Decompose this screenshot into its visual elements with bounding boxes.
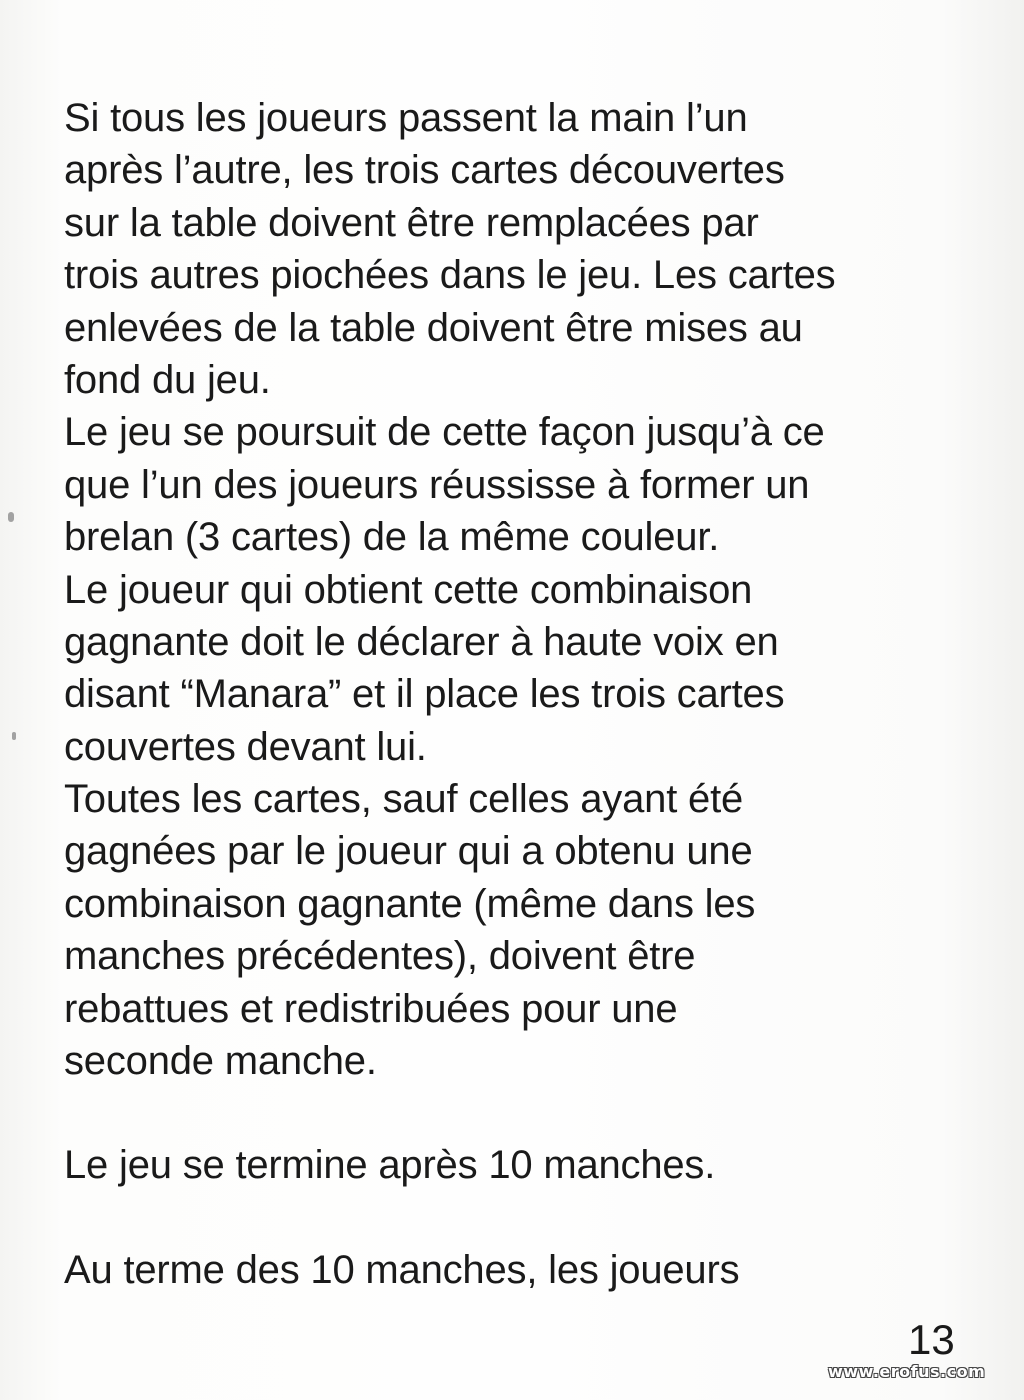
paragraph-gap — [64, 1087, 964, 1139]
text-line: fond du jeu. — [64, 357, 271, 402]
text-line: couvertes devant lui. — [64, 724, 427, 769]
text-line: que l’un des joueurs réussisse à former un — [64, 462, 810, 507]
body-text — [64, 92, 964, 1296]
text-line: après l’autre, les trois cartes découvertes — [64, 148, 785, 193]
text-line: enlevées de la table doivent être mises au — [64, 305, 803, 350]
text-line: rebattues et redistribuées pour une — [64, 986, 678, 1031]
text-line: Si tous les joueurs passent la main l’un — [64, 96, 748, 140]
text-line: Toutes les cartes, sauf celles ayant été — [64, 777, 744, 822]
scan-speck — [8, 512, 14, 522]
text-line: Au terme des 10 manches, les joueurs — [64, 1247, 740, 1292]
text-line: sur la table doivent être remplacées par — [64, 200, 759, 245]
text-line: trois autres piochées dans le jeu. Les cartes — [64, 253, 836, 298]
text-line: gagnante doit le déclarer à haute voix en — [64, 619, 779, 664]
text-line: manches précédentes), doivent être — [64, 934, 696, 979]
text-line: disant “Manara” et il place les trois cartes — [64, 672, 785, 717]
watermark: www.erofus.com — [828, 1362, 986, 1381]
text-line: gagnées par le joueur qui a obtenu une — [64, 829, 753, 874]
text-line: Le jeu se poursuit de cette façon jusqu’à ce — [64, 410, 825, 455]
text-line: combinaison gagnante (même dans les — [64, 881, 756, 926]
scan-speck — [12, 732, 16, 740]
text-line: Le joueur qui obtient cette combinaison — [64, 567, 753, 612]
text-line: seconde manche. — [64, 1039, 377, 1084]
text-line: Le jeu se termine après 10 manches. — [64, 1143, 716, 1188]
paragraph-gap — [64, 1192, 964, 1244]
text-line: brelan (3 cartes) de la même couleur. — [64, 515, 720, 560]
page-number: 13 — [908, 1316, 955, 1363]
